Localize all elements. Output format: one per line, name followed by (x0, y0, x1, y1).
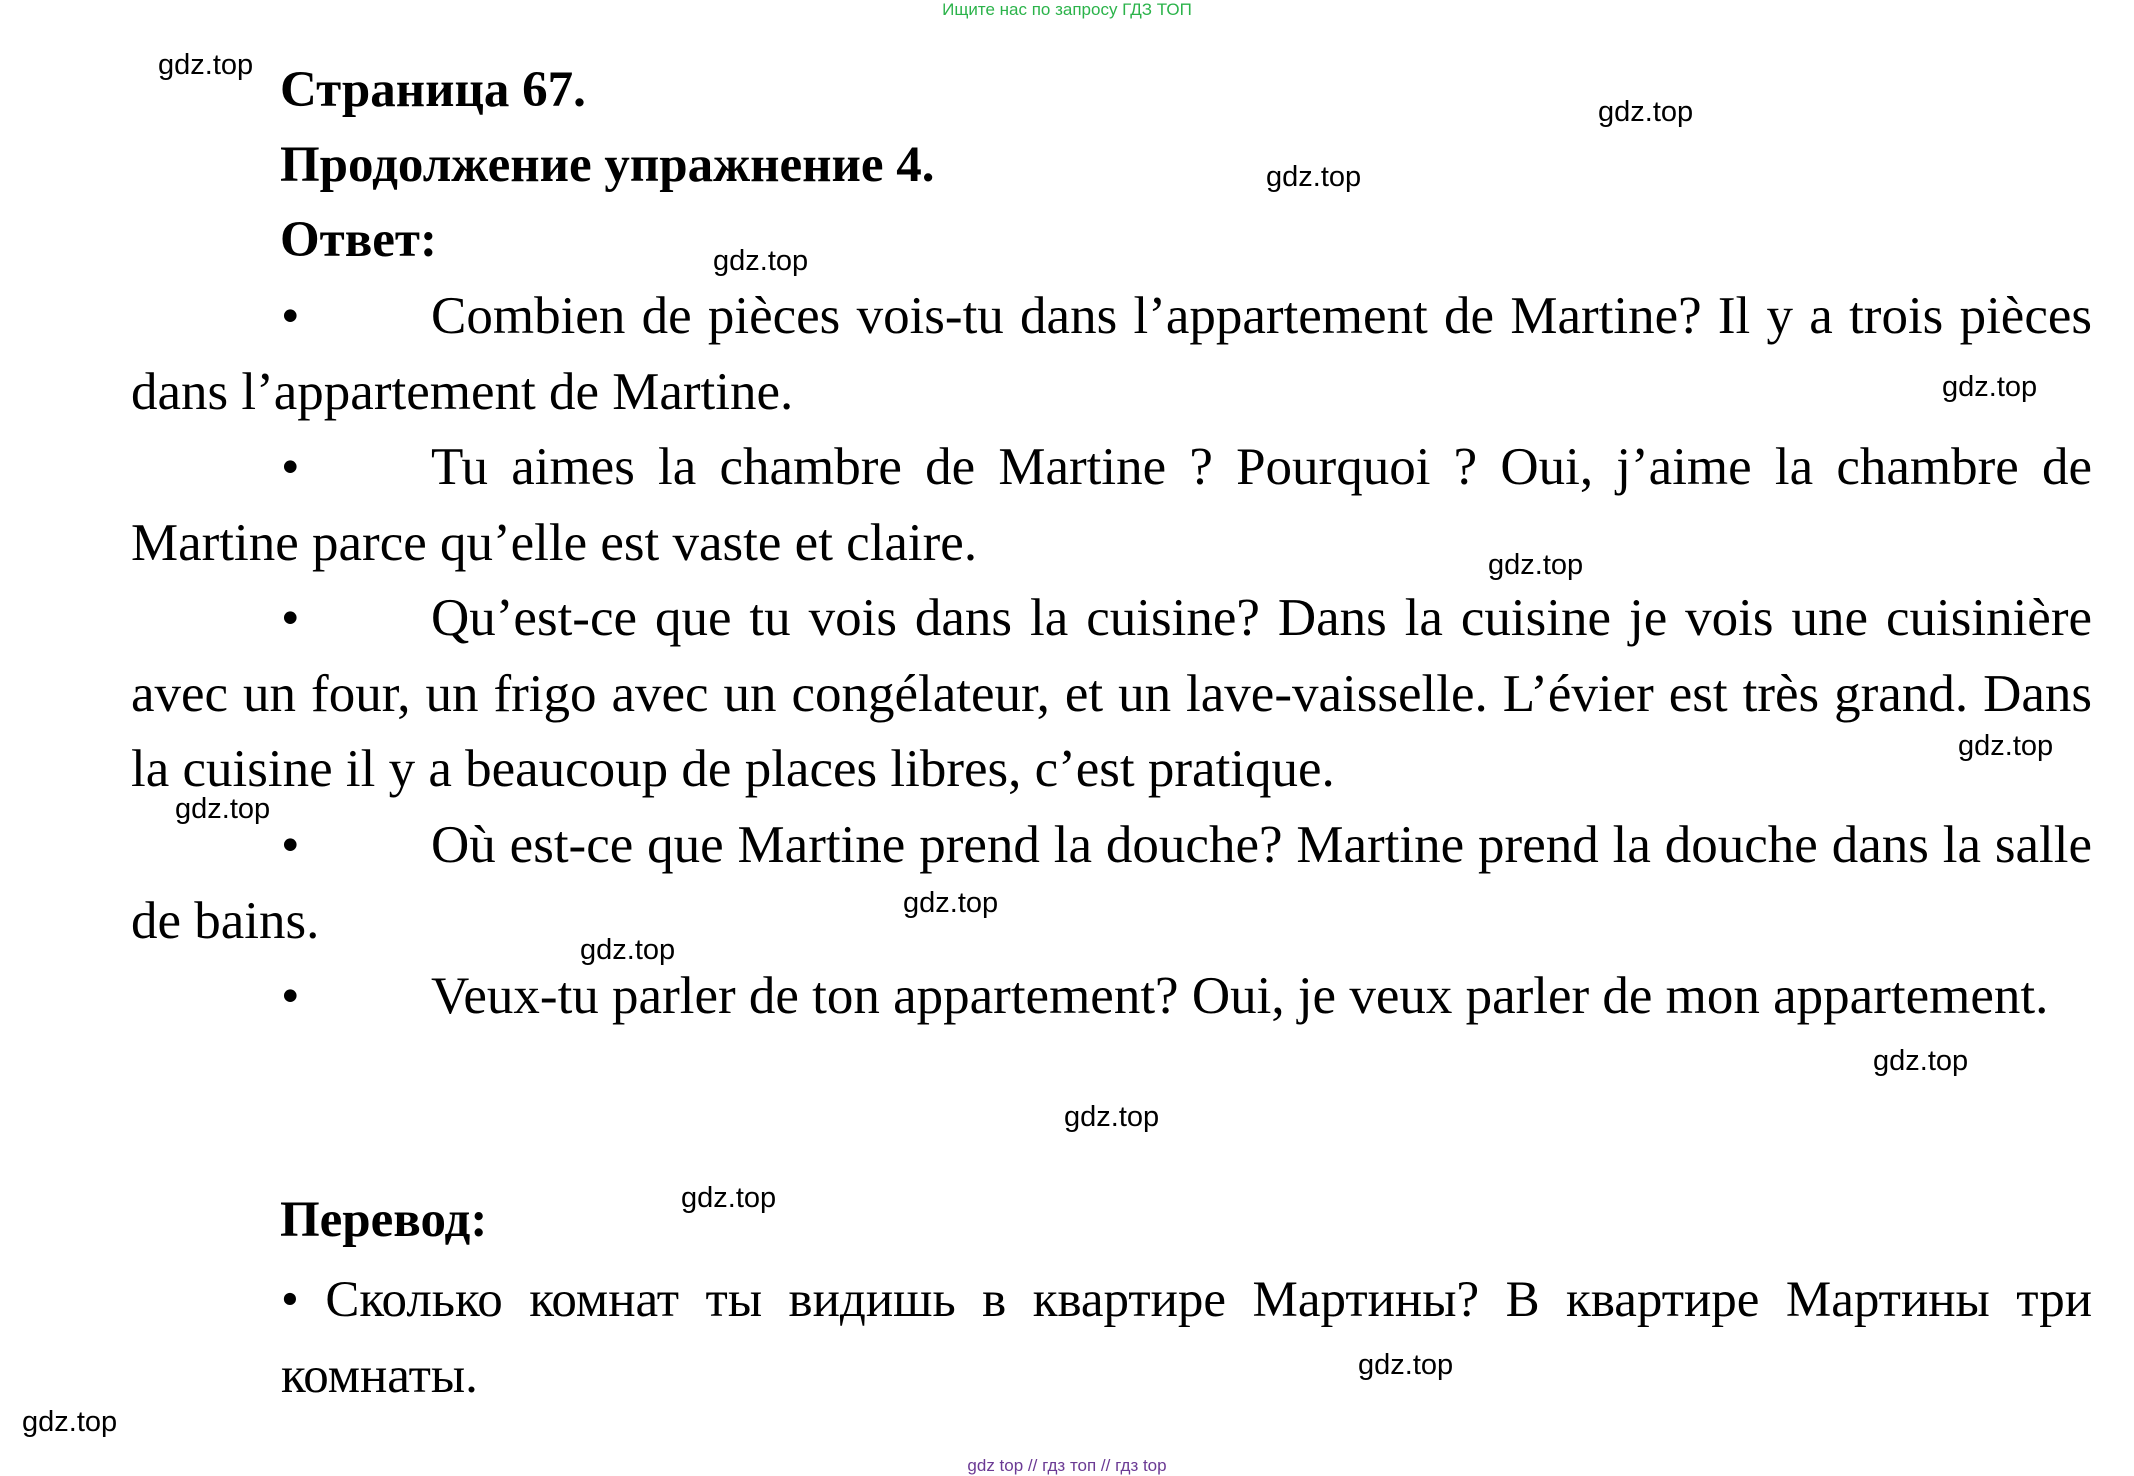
answer-text: Où est-ce que Martine prend la douche? Martine prend la douche dans la salle de bains. (131, 816, 2092, 950)
watermark: gdz.top (1358, 1349, 1454, 1381)
translation-text: • Сколько комнат ты видишь в квартире Мартины? В квартире Мартины три комнаты. (281, 1272, 2092, 1404)
answer-text: Tu aimes la chambre de Martine ? Pourquoi ? Oui, j’aime la chambre de Martine parce qu’elle est vaste et claire. (131, 438, 2092, 572)
bottom-banner: gdz top // гдз топ // гдз top (967, 1456, 1167, 1475)
bullet-symbol: • (281, 967, 300, 1025)
answer-paragraph (131, 959, 2092, 1035)
watermark: gdz.top (1958, 730, 2054, 762)
exercise-title: Продолжение упражнение 4. (280, 137, 935, 193)
watermark: gdz.top (903, 887, 999, 919)
translation-heading: Перевод: (280, 1192, 488, 1248)
top-banner: Ищите нас по запросу ГДЗ ТОП (942, 0, 1192, 19)
watermark: gdz.top (1942, 371, 2038, 403)
watermark: gdz.top (580, 934, 676, 966)
watermark: gdz.top (713, 245, 809, 277)
watermark: gdz.top (22, 1406, 118, 1438)
page-title: Страница 67. (280, 62, 586, 118)
bullet-symbol: • (281, 438, 300, 496)
answer-text: Qu’est-ce que tu vois dans la cuisine? Dans la cuisine je vois une cuisinière avec un four, un frigo avec un congélateur, et un lave-vaisselle. L’évier est très grand. Dans la cuisine il y a beaucoup de places libres, c’est pratique. (131, 589, 2092, 798)
answer-text: Combien de pièces vois-tu dans l’appartement de Martine? Il y a trois pièces dans l’appartement de Martine. (131, 287, 2092, 421)
bullet-symbol: • (281, 287, 300, 345)
answer-heading: Ответ: (280, 212, 437, 268)
answer-paragraph (131, 581, 2092, 808)
watermark: gdz.top (1266, 161, 1362, 193)
answer-text: Veux-tu parler de ton appartement? Oui, je veux parler de mon appartement. (431, 967, 2049, 1025)
watermark: gdz.top (1488, 549, 1584, 581)
watermark: gdz.top (1873, 1045, 1969, 1077)
watermark: gdz.top (1598, 96, 1694, 128)
answer-paragraph (131, 430, 2092, 581)
answer-paragraph (131, 279, 2092, 430)
translation-paragraph (131, 1262, 2092, 1414)
bullet-symbol: • (281, 816, 300, 874)
watermark: gdz.top (175, 793, 271, 825)
bullet-symbol: • (281, 589, 300, 647)
answer-paragraph (131, 808, 2092, 959)
watermark: gdz.top (1064, 1101, 1160, 1133)
watermark: gdz.top (158, 49, 254, 81)
watermark: gdz.top (681, 1182, 777, 1214)
